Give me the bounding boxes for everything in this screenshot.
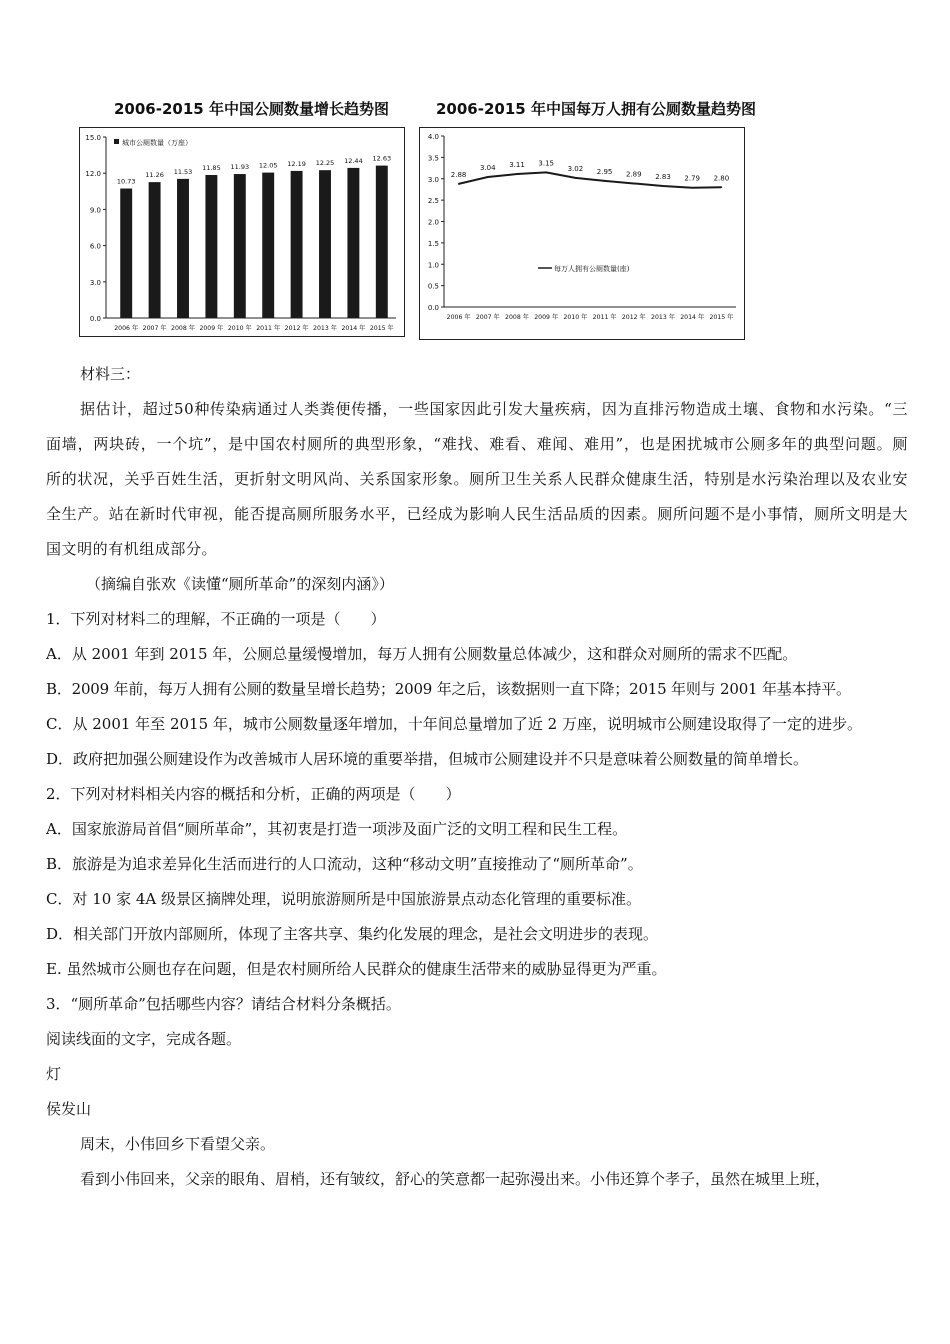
line-point — [633, 183, 635, 185]
bar-x-tick-label: 2013 年 — [313, 325, 337, 332]
bar-value-label: 10.73 — [116, 177, 136, 186]
bar — [205, 175, 217, 318]
bar — [177, 179, 189, 318]
story-title: 灯 — [46, 1065, 62, 1083]
source-citation: （摘编自张欢《读懂“厕所革命”的深刻内涵》） — [86, 575, 394, 593]
reading-instruction: 阅读线面的文字，完成各题。 — [46, 1030, 242, 1048]
line-y-tick-label: 0.0 — [427, 304, 439, 312]
line-point — [721, 187, 723, 189]
story-author: 侯发山 — [46, 1100, 92, 1118]
question-1-option-d: D．政府把加强公厕建设作为改善城市人居环境的重要举措，但城市公厕建设并不只是意味着公厕数量的简单增长。 — [46, 750, 809, 768]
line-point — [458, 183, 460, 185]
line-point — [662, 185, 664, 187]
bar-x-tick-label: 2012 年 — [284, 325, 309, 332]
bar-y-tick-label: 3.0 — [89, 278, 101, 287]
bar-x-tick-label: 2007 年 — [142, 325, 167, 332]
question-1-option-c: C．从 2001 年至 2015 年，城市公厕数量逐年增加，十年间总量增加了近 2 万座，说明城市公厕建设取得了一定的进步。 — [46, 715, 862, 733]
bar-chart-frame — [79, 127, 405, 337]
bar-value-label: 12.63 — [372, 154, 392, 163]
bar-y-tick-label: 0.0 — [89, 315, 101, 323]
line-value-label: 2.88 — [450, 170, 467, 179]
line-x-tick-label: 2007 年 — [475, 314, 500, 321]
line-x-tick-label: 2015 年 — [709, 314, 734, 321]
bar-value-label: 12.19 — [287, 159, 306, 168]
bar — [234, 174, 246, 318]
line-point — [487, 176, 489, 178]
line-x-tick-label: 2014 年 — [680, 314, 705, 321]
line-value-label: 2.80 — [713, 174, 730, 183]
question-2-option-e: E. 虽然城市公厕也存在问题，但是农村厕所给人民群众的健康生活带来的威胁显得更为严重。 — [46, 960, 667, 978]
bar-value-label: 11.26 — [145, 171, 164, 180]
line-y-tick-label: 1.5 — [427, 239, 439, 248]
line-value-label: 2.89 — [626, 170, 642, 179]
bar-x-tick-label: 2008 年 — [171, 325, 195, 332]
line-value-label: 2.83 — [655, 173, 671, 182]
bar-value-label: 12.05 — [258, 161, 278, 170]
bar — [319, 170, 331, 318]
bar-legend-swatch — [114, 139, 119, 144]
bar-y-tick-label: 6.0 — [89, 242, 101, 251]
line-y-tick-label: 4.0 — [427, 133, 439, 141]
bar-x-tick-label: 2006 年 — [114, 325, 139, 332]
line-x-tick-label: 2010 年 — [563, 314, 588, 321]
line-y-tick-label: 2.5 — [427, 197, 439, 206]
bar-y-tick-label: 9.0 — [89, 206, 101, 215]
line-x-tick-label: 2011 年 — [592, 314, 617, 321]
question-2-option-a: A．国家旅游局首倡“厕所革命”，其初衷是打造一项涉及面广泛的文明工程和民生工程。 — [46, 820, 628, 838]
line-y-tick-label: 3.5 — [427, 154, 439, 163]
bar-legend-label: 城市公厕数量（万座） — [122, 139, 192, 147]
bar — [120, 189, 132, 318]
line-x-tick-label: 2008 年 — [505, 314, 529, 321]
bar — [262, 173, 274, 318]
material-heading: 材料三： — [80, 365, 141, 383]
bar — [291, 171, 303, 318]
question-1-option-a: A．从 2001 年到 2015 年，公厕总量缓慢增加，每万人拥有公厕数量总体减少，这和群众对厕所的需求不匹配。 — [46, 645, 798, 663]
line-y-tick-label: 2.0 — [427, 218, 439, 227]
line-x-tick-label: 2009 年 — [534, 314, 559, 321]
bar — [149, 182, 161, 318]
line-value-label: 2.79 — [684, 174, 700, 183]
material-paragraph: 据估计，超过50种传染病通过人类粪便传播，一些国家因此引发大量疾病，因为直排污物造成土壤、食物和水污染。“三面墙，两块砖，一个坑”，是中国农村厕所的典型形象，“难找、难看、难闻、难用”，也是困扰城市公厕多年的典型问题。厕所的状况，关乎百姓生活，更折射文明风尚、关系国家形象。厕所卫生关系人民群众健康生活，特别是水污染治理以及农业安全生产。站在新时代审视，能否提高厕所服务水平，已经成为影响人民生活品质的因素。厕所问题不是小事情，厕所文明是大国文明的有机组成部分。 — [46, 400, 908, 558]
story-paragraph-2: 看到小伟回来，父亲的眼角、眉梢，还有皱纹，舒心的笑意都一起弥漫出来。小伟还算个孝子，虽然在城里上班， — [80, 1170, 831, 1188]
line-chart-frame — [419, 127, 745, 340]
bar-x-tick-label: 2015 年 — [369, 325, 394, 332]
line-series — [459, 172, 722, 187]
bar-x-tick-label: 2011 年 — [256, 325, 281, 332]
bar — [376, 166, 388, 318]
line-value-label: 3.11 — [509, 161, 525, 170]
question-2-option-c: C．对 10 家 4A 级景区摘牌处理，说明旅游厕所是中国旅游景点动态化管理的重要标准。 — [46, 890, 642, 908]
line-value-label: 3.15 — [538, 159, 554, 168]
line-y-tick-label: 0.5 — [427, 282, 439, 291]
line-point — [545, 172, 547, 174]
question-3: 3．“厕所革命”包括哪些内容？请结合材料分条概括。 — [46, 995, 401, 1013]
bar-y-tick-label: 15.0 — [85, 134, 101, 142]
line-chart-svg — [420, 128, 744, 339]
line-x-tick-label: 2013 年 — [651, 314, 675, 321]
line-x-tick-label: 2006 年 — [446, 314, 471, 321]
bar-value-label: 11.93 — [230, 163, 250, 172]
bar-x-tick-label: 2010 年 — [227, 325, 252, 332]
story-paragraph-1: 周末，小伟回乡下看望父亲。 — [80, 1135, 276, 1153]
bar-x-tick-label: 2014 年 — [341, 325, 366, 332]
document-body — [46, 357, 908, 1197]
line-point — [604, 180, 606, 182]
question-2-option-d: D．相关部门开放内部厕所，体现了主客共享、集约化发展的理念，是社会文明进步的表现。 — [46, 925, 659, 943]
bar-value-label: 12.44 — [344, 156, 363, 165]
line-chart-title: 2006-2015 年中国每万人拥有公厕数量趋势图 — [436, 100, 756, 118]
line-point — [691, 187, 693, 189]
line-point — [516, 173, 518, 175]
line-value-label: 3.04 — [480, 164, 496, 173]
bar-x-tick-label: 2009 年 — [199, 325, 224, 332]
bar-value-label: 11.53 — [173, 167, 193, 176]
question-1-option-b: B．2009 年前，每万人拥有公厕的数量呈增长趋势；2009 年之后，该数据则一直下降；2015 年则与 2001 年基本持平。 — [46, 680, 851, 698]
bar-value-label: 11.85 — [202, 164, 221, 173]
line-point — [575, 177, 577, 179]
bar-chart-svg — [80, 128, 404, 336]
bar — [347, 168, 359, 318]
question-2-option-b: B．旅游是为追求差异化生活而进行的人口流动，这种“移动文明”直接推动了“厕所革命”。 — [46, 855, 643, 873]
question-1: 1．下列对材料二的理解，不正确的一项是（ ） — [46, 610, 386, 628]
line-value-label: 2.95 — [596, 167, 613, 176]
line-x-tick-label: 2012 年 — [621, 314, 646, 321]
line-y-tick-label: 3.0 — [427, 175, 439, 184]
bar-chart-title: 2006-2015 年中国公厕数量增长趋势图 — [114, 100, 389, 118]
bar-value-label: 12.25 — [315, 159, 335, 168]
line-value-label: 3.02 — [567, 164, 584, 173]
line-y-tick-label: 1.0 — [427, 261, 439, 270]
bar-y-tick-label: 12.0 — [85, 170, 101, 179]
line-legend-label: 每万人拥有公厕数量(座) — [554, 265, 630, 273]
question-2: 2．下列对材料相关内容的概括和分析，正确的两项是（ ） — [46, 785, 461, 803]
